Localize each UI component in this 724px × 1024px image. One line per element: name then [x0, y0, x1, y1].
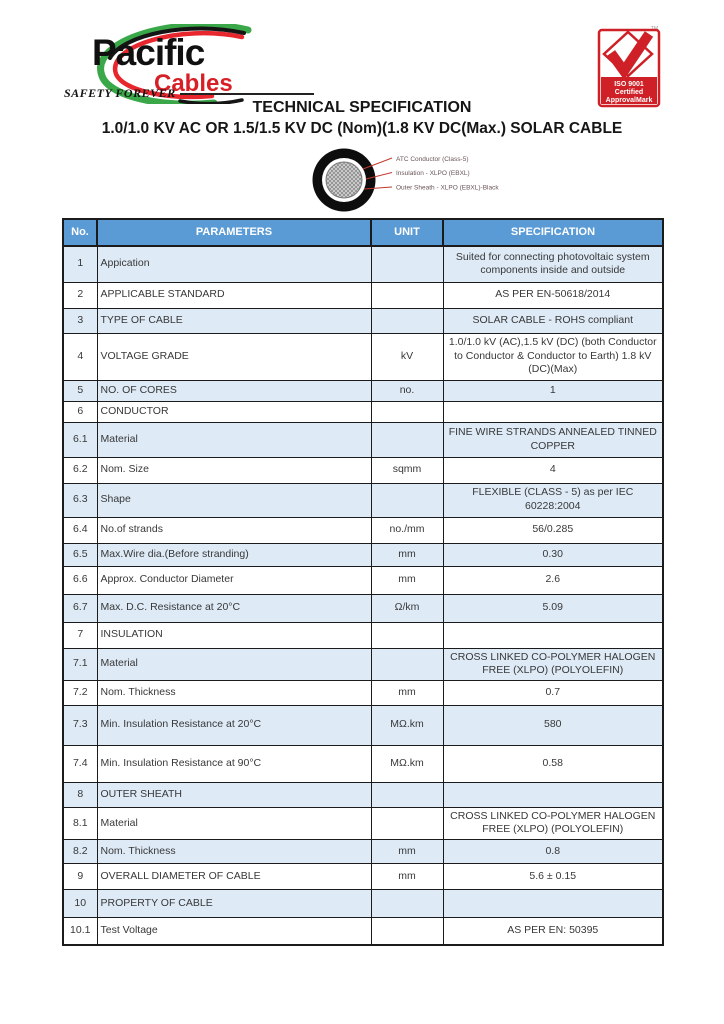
cell-specification: 5.09: [443, 594, 663, 622]
cell-specification: [443, 622, 663, 648]
cell-no: 6.1: [63, 422, 97, 457]
table-row: [63, 594, 663, 622]
cell-specification: 2.6: [443, 566, 663, 594]
table-row: [63, 517, 663, 543]
cell-parameter: Material: [97, 648, 371, 680]
cell-unit: [371, 401, 443, 422]
tagline-rule: [180, 93, 314, 95]
cell-parameter: Shape: [97, 483, 371, 517]
cell-unit: [371, 622, 443, 648]
cell-no: 2: [63, 282, 97, 308]
cell-specification: FINE WIRE STRANDS ANNEALED TINNED COPPER: [443, 422, 663, 457]
table-row: [63, 246, 663, 282]
table-row: [63, 622, 663, 648]
cell-parameter: Appication: [97, 246, 371, 282]
cell-no: 7.3: [63, 705, 97, 745]
table-row: [63, 890, 663, 918]
cell-unit: [371, 422, 443, 457]
cell-parameter: APPLICABLE STANDARD: [97, 282, 371, 308]
cell-specification: 0.30: [443, 543, 663, 566]
cell-specification: CROSS LINKED CO-POLYMER HALOGEN FREE (XLPO) (POLYOLEFIN): [443, 648, 663, 680]
table-row: [63, 745, 663, 782]
cell-no: 4: [63, 333, 97, 380]
cell-parameter: PROPERTY OF CABLE: [97, 890, 371, 918]
cell-no: 10: [63, 890, 97, 918]
cell-specification: FLEXIBLE (CLASS - 5) as per IEC 60228:2004: [443, 483, 663, 517]
cell-unit: no.: [371, 380, 443, 401]
cell-no: 8.2: [63, 840, 97, 864]
cell-unit: [371, 918, 443, 945]
cell-specification: 56/0.285: [443, 517, 663, 543]
table-row: [63, 864, 663, 890]
cell-unit: [371, 282, 443, 308]
table-row: [63, 807, 663, 839]
iso-9001-badge: [596, 22, 664, 110]
table-header-row: [63, 219, 663, 246]
col-header-parameters: PARAMETERS: [97, 219, 371, 246]
cell-unit: MΩ.km: [371, 745, 443, 782]
insulation-label: Insulation - XLPO (EBXL): [396, 170, 470, 177]
cell-unit: mm: [371, 840, 443, 864]
iso-badge-line3: ApprovalMark: [605, 97, 653, 104]
cell-no: 6.6: [63, 566, 97, 594]
cell-unit: [371, 782, 443, 807]
cell-parameter: Material: [97, 422, 371, 457]
cell-parameter: Test Voltage: [97, 918, 371, 945]
cell-parameter: CONDUCTOR: [97, 401, 371, 422]
outer-sheath-label: Outer Sheath - XLPO (EBXL)-Black: [396, 184, 499, 192]
cell-no: 7.4: [63, 745, 97, 782]
table-row: [63, 380, 663, 401]
cell-specification: [443, 401, 663, 422]
logo-brand-subname: Cables: [154, 70, 233, 97]
iso-badge-line1: ISO 9001: [614, 81, 644, 88]
cable-cross-section-figure: [300, 143, 560, 217]
cell-parameter: Nom. Thickness: [97, 840, 371, 864]
cell-specification: AS PER EN: 50395: [443, 918, 663, 945]
cell-no: 1: [63, 246, 97, 282]
cell-unit: sqmm: [371, 457, 443, 483]
iso-badge-line2: Certified: [614, 89, 644, 96]
cell-no: 6.3: [63, 483, 97, 517]
cell-no: 7.2: [63, 680, 97, 705]
cell-unit: [371, 890, 443, 918]
cell-unit: mm: [371, 864, 443, 890]
cell-specification: 0.58: [443, 745, 663, 782]
document-title: TECHNICAL SPECIFICATION: [252, 99, 472, 116]
cell-unit: Ω/km: [371, 594, 443, 622]
conductor-label: ATC Conductor (Class-5): [396, 156, 469, 163]
cell-unit: [371, 246, 443, 282]
cell-unit: mm: [371, 566, 443, 594]
document-subtitle: 1.0/1.0 KV AC OR 1.5/1.5 KV DC (Nom)(1.8 KV DC(Max.) SOLAR CABLE: [101, 120, 623, 137]
cell-unit: mm: [371, 543, 443, 566]
cell-unit: kV: [371, 333, 443, 380]
table-row: [63, 566, 663, 594]
cell-specification: 1: [443, 380, 663, 401]
cell-parameter: NO. OF CORES: [97, 380, 371, 401]
cell-no: 7: [63, 622, 97, 648]
table-row: [63, 483, 663, 517]
table-row: [63, 282, 663, 308]
col-header-unit: UNIT: [371, 219, 443, 246]
iso-badge-icon: [596, 22, 664, 110]
spec-table-body: [63, 246, 663, 945]
table-row: [63, 680, 663, 705]
cell-parameter: Max.Wire dia.(Before stranding): [97, 543, 371, 566]
cell-specification: 0.8: [443, 840, 663, 864]
table-row: [63, 840, 663, 864]
cell-unit: [371, 308, 443, 333]
cell-specification: [443, 782, 663, 807]
cell-no: 6.7: [63, 594, 97, 622]
cell-parameter: Nom. Size: [97, 457, 371, 483]
col-header-specification: SPECIFICATION: [443, 219, 663, 246]
cell-specification: AS PER EN-50618/2014: [443, 282, 663, 308]
cell-no: 9: [63, 864, 97, 890]
cell-parameter: INSULATION: [97, 622, 371, 648]
pacific-cables-logo: [62, 24, 314, 104]
cell-unit: no./mm: [371, 517, 443, 543]
cell-parameter: OVERALL DIAMETER OF CABLE: [97, 864, 371, 890]
table-row: [63, 401, 663, 422]
cell-unit: [371, 483, 443, 517]
table-row: [63, 543, 663, 566]
cell-no: 8.1: [63, 807, 97, 839]
table-row: [63, 457, 663, 483]
cell-parameter: No.of strands: [97, 517, 371, 543]
logo-brand-name: Pacific: [92, 32, 205, 73]
cell-parameter: Approx. Conductor Diameter: [97, 566, 371, 594]
cell-parameter: Material: [97, 807, 371, 839]
table-row: [63, 648, 663, 680]
cell-parameter: TYPE OF CABLE: [97, 308, 371, 333]
cell-no: 6.5: [63, 543, 97, 566]
cell-parameter: OUTER SHEATH: [97, 782, 371, 807]
table-row: [63, 918, 663, 945]
table-row: [63, 422, 663, 457]
cell-unit: [371, 807, 443, 839]
cell-no: 5: [63, 380, 97, 401]
cell-parameter: Nom. Thickness: [97, 680, 371, 705]
cell-specification: SOLAR CABLE - ROHS compliant: [443, 308, 663, 333]
cell-specification: Suited for connecting photovoltaic system components inside and outside: [443, 246, 663, 282]
cell-specification: 5.6 ± 0.15: [443, 864, 663, 890]
cell-specification: CROSS LINKED CO-POLYMER HALOGEN FREE (XLPO) (POLYOLEFIN): [443, 807, 663, 839]
cell-no: 7.1: [63, 648, 97, 680]
cell-no: 6: [63, 401, 97, 422]
table-row: [63, 705, 663, 745]
cell-no: 8: [63, 782, 97, 807]
specification-table: [62, 218, 664, 946]
cell-specification: [443, 890, 663, 918]
cell-no: 6.4: [63, 517, 97, 543]
logo-tagline: SAFETY FOREVER: [64, 86, 176, 100]
cell-unit: MΩ.km: [371, 705, 443, 745]
cell-parameter: Min. Insulation Resistance at 20°C: [97, 705, 371, 745]
cell-parameter: Max. D.C. Resistance at 20°C: [97, 594, 371, 622]
cell-unit: mm: [371, 680, 443, 705]
cell-specification: 4: [443, 457, 663, 483]
cell-no: 10.1: [63, 918, 97, 945]
cell-no: 3: [63, 308, 97, 333]
cell-no: 6.2: [63, 457, 97, 483]
cell-unit: [371, 648, 443, 680]
cell-specification: 0.7: [443, 680, 663, 705]
cell-specification: 580: [443, 705, 663, 745]
cell-specification: 1.0/1.0 kV (AC),1.5 kV (DC) (both Conductor to Conductor & Conductor to Earth) 1.8 kV (DC)(Max): [443, 333, 663, 380]
col-header-no: No.: [63, 219, 97, 246]
table-row: [63, 333, 663, 380]
table-row: [63, 308, 663, 333]
table-row: [63, 782, 663, 807]
cell-parameter: VOLTAGE GRADE: [97, 333, 371, 380]
cable-cross-section-icon: [300, 143, 560, 217]
cell-parameter: Min. Insulation Resistance at 90°C: [97, 745, 371, 782]
